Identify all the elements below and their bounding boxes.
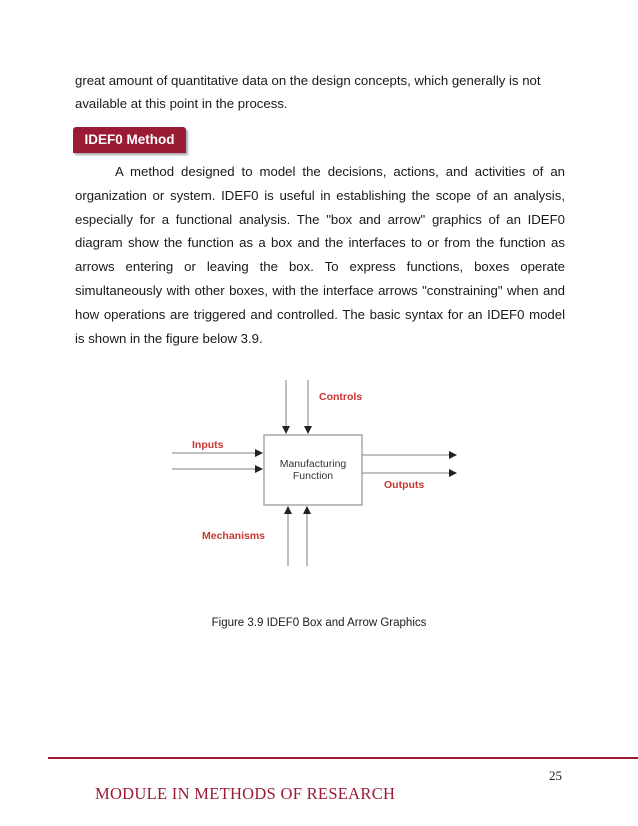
- body-paragraph: A method designed to model the decisions, actions, and activities of an organization or system. IDEF0 is useful in establishing the scope of an analysis, especially for a functional analysis. The "box and arrow" graphics of an IDEF0 diagram show the function as a box and the interfaces to or from the function as arrows entering or leaving the box. To express functions, boxes operate simultaneously with other boxes, with the interface arrows "constraining" when and how operations are triggered and controlled. The basic syntax for an IDEF0 model is shown in the figure below 3.9.: [75, 164, 565, 346]
- controls-label: Controls: [319, 391, 363, 403]
- idef0-diagram: [170, 378, 460, 568]
- inputs-label: Inputs: [192, 439, 224, 451]
- page-number: 25: [549, 768, 562, 783]
- figure-caption: Figure 3.9 IDEF0 Box and Arrow Graphics: [211, 617, 427, 629]
- function-box-label-line2: Function: [292, 470, 334, 482]
- function-box-label-line1: Manufacturing: [279, 458, 347, 470]
- footer-divider: [48, 757, 638, 759]
- outputs-label: Outputs: [384, 479, 425, 491]
- footer-title: MODULE IN METHODS OF RESEARCH: [95, 784, 396, 803]
- intro-paragraph: great amount of quantitative data on the design concepts, which generally is not available at this point in the process.: [75, 73, 541, 111]
- mechanisms-label: Mechanisms: [202, 530, 266, 542]
- section-heading: IDEF0 Method: [84, 132, 175, 147]
- section-heading-tab: [73, 127, 186, 153]
